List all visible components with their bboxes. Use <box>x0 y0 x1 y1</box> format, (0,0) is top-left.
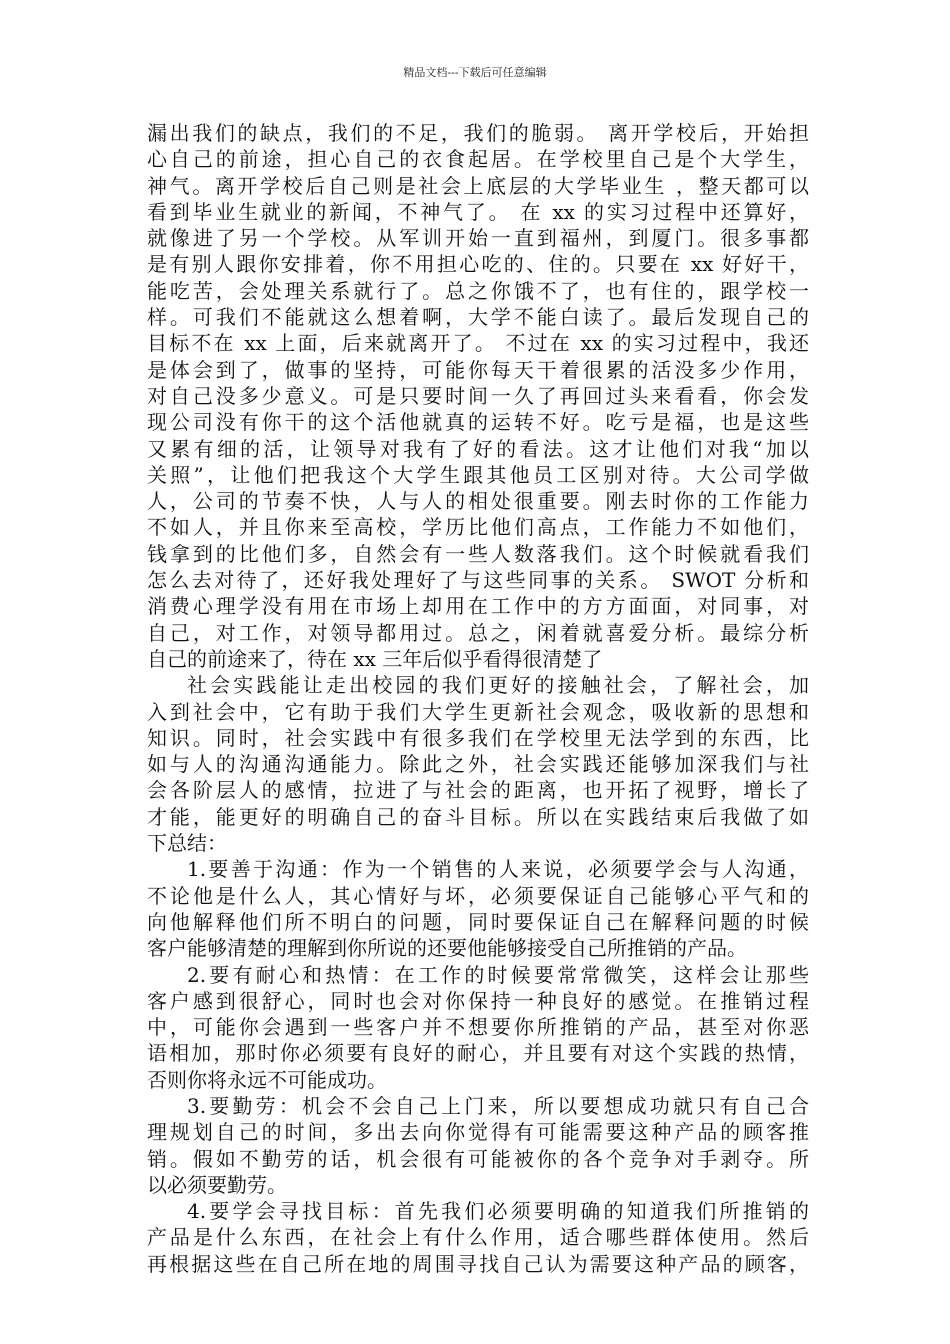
text-line: 销。假如不勤劳的话，机会很有可能被你的各个竞争对手剥夺。所 <box>147 1146 809 1171</box>
text-line: 以必须要勤劳。 <box>147 1172 287 1197</box>
text-line: 客户能够清楚的理解到你所说的还要他能够接受自己所推销的产品。 <box>147 936 747 961</box>
text-line: 中，可能你会遇到一些客户并不想要你所推销的产品，甚至对你恶 <box>147 1015 809 1040</box>
text-line: 人，公司的节奏不快，人与人的相处很重要。刚去时你的工作能力 <box>147 489 809 514</box>
text-line: 2.要有耐心和热情：在工作的时候要常常微笑，这样会让那些 <box>187 962 809 987</box>
page-header: 精品文档---下载后可任意编辑 <box>403 66 547 79</box>
text-line: 向他解释他们所不明白的问题，同时要保证自己在解释问题的时候 <box>147 909 809 934</box>
list-item-2 <box>147 962 809 1093</box>
text-line: 心自己的前途，担心自己的衣食起居。在学校里自己是个大学生， <box>147 147 809 172</box>
text-line: 会各阶层人的感情，拉进了与社会的距离，也开拓了视野，增长了 <box>147 778 809 803</box>
text-line: 理规划自己的时间，多出去向你觉得有可能需要这种产品的顾客推 <box>147 1120 809 1145</box>
text-line: 才能，能更好的明确自己的奋斗目标。所以在实践结束后我做了如 <box>147 804 809 829</box>
text-line: 看到毕业生就业的新闻，不神气了。 在 xx 的实习过程中还算好， <box>147 199 809 224</box>
list-item-4 <box>147 1198 809 1277</box>
list-item-3 <box>147 1093 809 1198</box>
text-line: 关照”，让他们把我这个大学生跟其他员工区别对待。大公司学做 <box>147 462 809 487</box>
text-line: 又累有细的活，让领导对我有了好的看法。这才让他们对我“加以 <box>147 436 809 461</box>
text-line: 漏出我们的缺点，我们的不足，我们的脆弱。 离开学校后，开始担 <box>147 121 809 145</box>
text-line: 社会实践能让走出校园的我们更好的接触社会，了解社会，加 <box>187 673 809 698</box>
text-line: 4.要学会寻找目标：首先我们必须要明确的知道我们所推销的 <box>187 1199 809 1224</box>
text-line: 钱拿到的比他们多，自然会有一些人数落我们。这个时候就看我们 <box>147 541 809 566</box>
text-line: 再根据这些在自己所在地的周围寻找自己认为需要这种产品的顾客， <box>147 1251 809 1276</box>
document-body <box>147 120 809 1277</box>
list-item-1 <box>147 856 809 961</box>
text-line: 不如人，并且你来至高校，学历比他们高点，工作能力不如他们， <box>147 515 809 540</box>
text-line: 神气。离开学校后自己则是社会上底层的大学毕业生 ，整天都可以 <box>147 173 809 198</box>
text-line: 3.要勤劳：机会不会自己上门来，所以要想成功就只有自己合 <box>187 1093 809 1118</box>
text-line: 对自己没多少意义。可是只要时间一久了再回过头来看看，你会发 <box>147 383 809 408</box>
text-line: 自己，对工作，对领导都用过。总之，闲着就喜爱分析。最综分析 <box>147 620 809 645</box>
text-line: 是体会到了，做事的坚持，可能你每天干着很累的活没多少作用， <box>147 357 809 382</box>
text-line: 语相加，那时你必须要有良好的耐心，并且要有对这个实践的热情， <box>147 1041 809 1066</box>
paragraph-1 <box>147 120 809 672</box>
text-line: 下总结： <box>147 831 227 856</box>
text-line: 目标不在 xx 上面，后来就离开了。 不过在 xx 的实习过程中，我还 <box>147 331 809 356</box>
text-line: 能吃苦，会处理关系就行了。总之你饿不了，也有住的，跟学校一 <box>147 278 809 303</box>
text-line: 样。可我们不能就这么想着啊，大学不能白读了。最后发现自己的 <box>147 305 809 330</box>
text-line: 知识。同时，社会实践中有很多我们在学校里无法学到的东西，比 <box>147 725 809 750</box>
text-line: 是有别人跟你安排着，你不用担心吃的、住的。只要在 xx 好好干， <box>147 252 809 277</box>
text-line: 否则你将永远不可能成功。 <box>147 1067 387 1092</box>
paragraph-2 <box>147 672 809 856</box>
text-line: 就像进了另一个学校。从军训开始一直到福州，到厦门。很多事都 <box>147 226 809 251</box>
text-line: 如与人的沟通沟通能力。除此之外，社会实践还能够加深我们与社 <box>147 752 809 777</box>
text-line: 产品是什么东西，在社会上有什么作用，适合哪些群体使用。然后 <box>147 1225 809 1250</box>
text-line: 客户感到很舒心，同时也会对你保持一种良好的感觉。在推销过程 <box>147 988 809 1013</box>
text-line: 1.要善于沟通：作为一个销售的人来说，必须要学会与人沟通， <box>187 857 809 882</box>
text-line: 消费心理学没有用在市场上却用在工作中的方方面面，对同事，对 <box>147 594 809 619</box>
text-line: 怎么去对待了，还好我处理好了与这些同事的关系。 SWOT 分析和 <box>147 568 809 593</box>
text-line: 现公司没有你干的这个活他就真的运转不好。吃亏是福，也是这些 <box>147 410 809 435</box>
text-line: 入到社会中，它有助于我们大学生更新社会观念，吸收新的思想和 <box>147 699 809 724</box>
text-line: 自己的前途来了，待在 xx 三年后似乎看得很清楚了 <box>147 646 603 671</box>
text-line: 不论他是什么人，其心情好与坏，必须要保证自己能够心平气和的 <box>147 883 809 908</box>
